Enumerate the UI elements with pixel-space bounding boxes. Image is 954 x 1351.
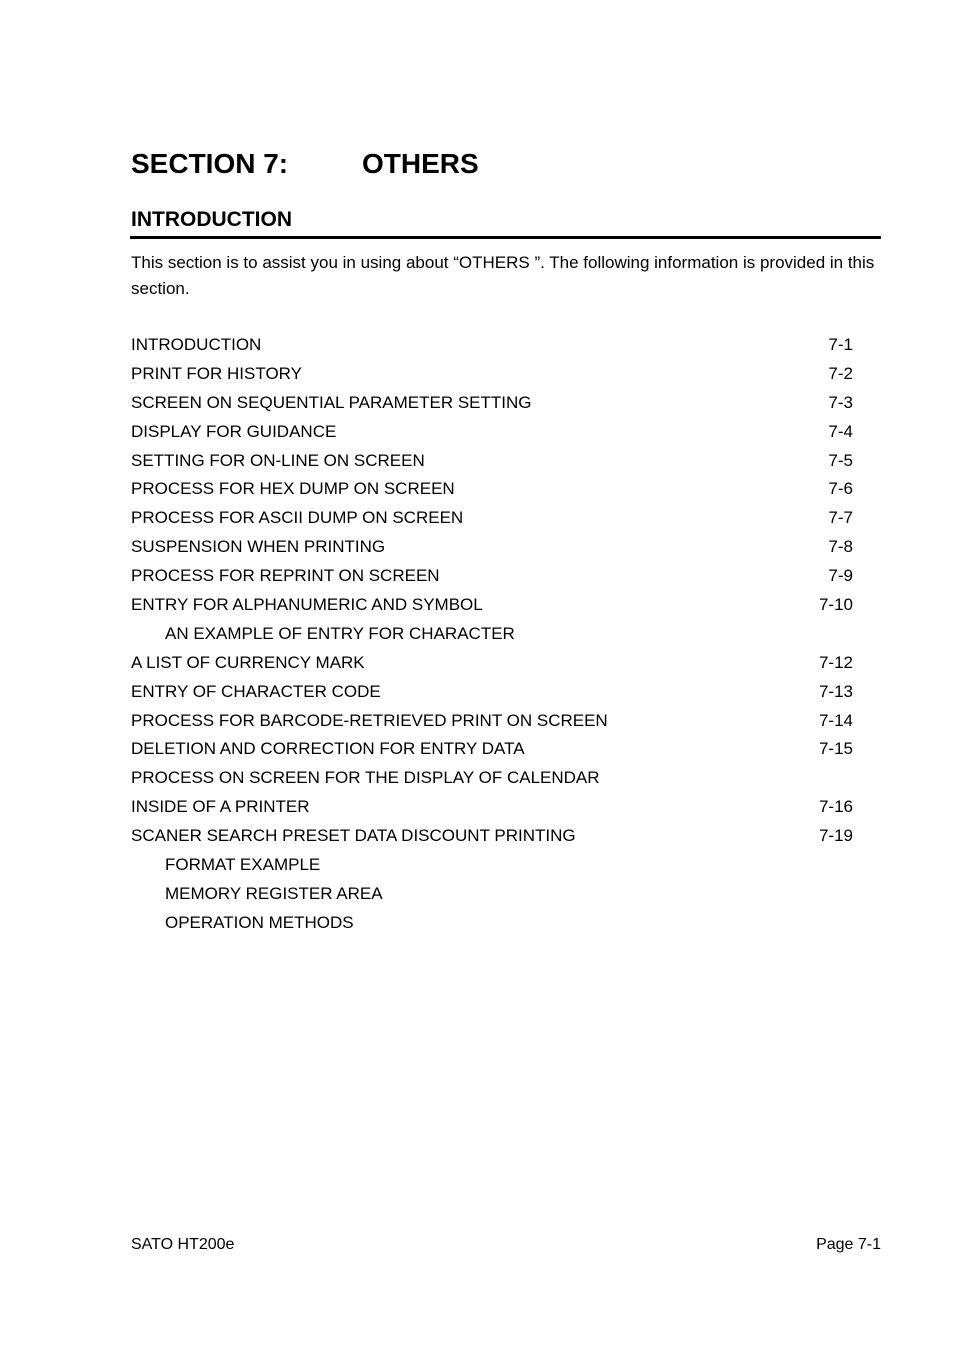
toc-entry <box>131 447 853 476</box>
toc-entry-page: 7-1 <box>828 335 853 354</box>
toc-entry-title: DELETION AND CORRECTION FOR ENTRY DATA <box>131 739 525 759</box>
toc-entry <box>131 649 853 678</box>
toc-entry-page: 7-7 <box>828 508 853 528</box>
toc-entry-page: 7-12 <box>818 652 853 672</box>
toc-entry <box>131 822 853 851</box>
toc-entry <box>131 793 853 822</box>
toc-entry <box>131 851 853 880</box>
toc-entry <box>131 389 853 418</box>
toc-entry <box>131 678 853 707</box>
toc-entry-page: 7-16 <box>818 797 853 817</box>
toc-entry-title: PROCESS FOR ASCII DUMP ON SCREEN <box>131 508 464 528</box>
section-title <box>131 146 479 182</box>
toc-entry-title: SCREEN ON SEQUENTIAL PARAMETER SETTING <box>131 392 532 412</box>
toc-entry-title: PROCESS ON SCREEN FOR THE DISPLAY OF CALENDAR <box>131 768 600 788</box>
toc-entry-page: 7-15 <box>818 739 853 759</box>
toc-entry <box>131 562 853 591</box>
toc-entry-title: PROCESS FOR HEX DUMP ON SCREEN <box>131 479 455 499</box>
toc-entry-title: AN EXAMPLE OF ENTRY FOR CHARACTER <box>165 623 515 643</box>
toc-entry <box>131 707 853 736</box>
footer-page-number: Page 7-1 <box>816 1236 881 1253</box>
toc-entry-title: FORMAT EXAMPLE <box>165 855 321 875</box>
toc-entry-title: OPERATION METHODS <box>165 912 354 932</box>
toc-entry-title: DISPLAY FOR GUIDANCE <box>131 421 337 441</box>
toc-entry-page: 7-9 <box>828 566 853 586</box>
section-name: OTHERS <box>362 148 479 179</box>
toc-entry-page: 7-14 <box>818 710 853 730</box>
toc-entry-title: A LIST OF CURRENCY MARK <box>131 652 365 672</box>
toc-entry-title: SCANER SEARCH PRESET DATA DISCOUNT PRINTING <box>131 826 576 846</box>
toc-entry <box>131 418 853 447</box>
toc-entry-page: 7-13 <box>818 681 853 701</box>
toc-entry-page: 7-10 <box>818 595 853 615</box>
toc-entry <box>131 764 853 793</box>
intro-paragraph: This section is to assist you in using about “OTHERS ”. The following information is provided in this section. <box>131 253 875 298</box>
footer-product: SATO HT200e <box>131 1236 235 1253</box>
toc-entry-title: SUSPENSION WHEN PRINTING <box>131 537 386 557</box>
toc-entry <box>131 880 853 909</box>
toc-entry-page: 7-2 <box>828 363 853 383</box>
toc-entry-page: 7-6 <box>828 479 853 499</box>
section-label: SECTION 7: <box>131 148 289 179</box>
table-of-contents <box>131 331 853 938</box>
introduction-heading: INTRODUCTION <box>131 208 292 231</box>
toc-entry <box>131 475 853 504</box>
toc-entry-page: 7-5 <box>828 450 853 470</box>
toc-entry <box>131 504 853 533</box>
toc-entry-title: ENTRY FOR ALPHANUMERIC AND SYMBOL <box>131 595 483 615</box>
toc-entry-title: INTRODUCTION <box>131 335 262 354</box>
toc-entry <box>131 735 853 764</box>
toc-entry-title: INSIDE OF A PRINTER <box>131 797 310 817</box>
toc-entry <box>131 591 853 620</box>
toc-entry-page: 7-4 <box>828 421 853 441</box>
toc-entry-title: PROCESS FOR BARCODE-RETRIEVED PRINT ON SCREEN <box>131 710 608 730</box>
toc-entry-page: 7-8 <box>828 537 853 557</box>
heading-rule <box>130 236 881 239</box>
toc-entry <box>131 360 853 389</box>
toc-entry-title: MEMORY REGISTER AREA <box>165 883 383 903</box>
toc-entry-title: PROCESS FOR REPRINT ON SCREEN <box>131 566 440 586</box>
toc-entry <box>131 620 853 649</box>
toc-entry-title: ENTRY OF CHARACTER CODE <box>131 681 381 701</box>
toc-entry <box>131 533 853 562</box>
toc-entry-title: SETTING FOR ON-LINE ON SCREEN <box>131 450 425 470</box>
toc-entry <box>131 331 853 360</box>
toc-entry-page: 7-19 <box>818 826 853 846</box>
toc-entry <box>131 909 853 938</box>
toc-entry-page: 7-3 <box>828 392 853 412</box>
toc-entry-title: PRINT FOR HISTORY <box>131 363 302 383</box>
